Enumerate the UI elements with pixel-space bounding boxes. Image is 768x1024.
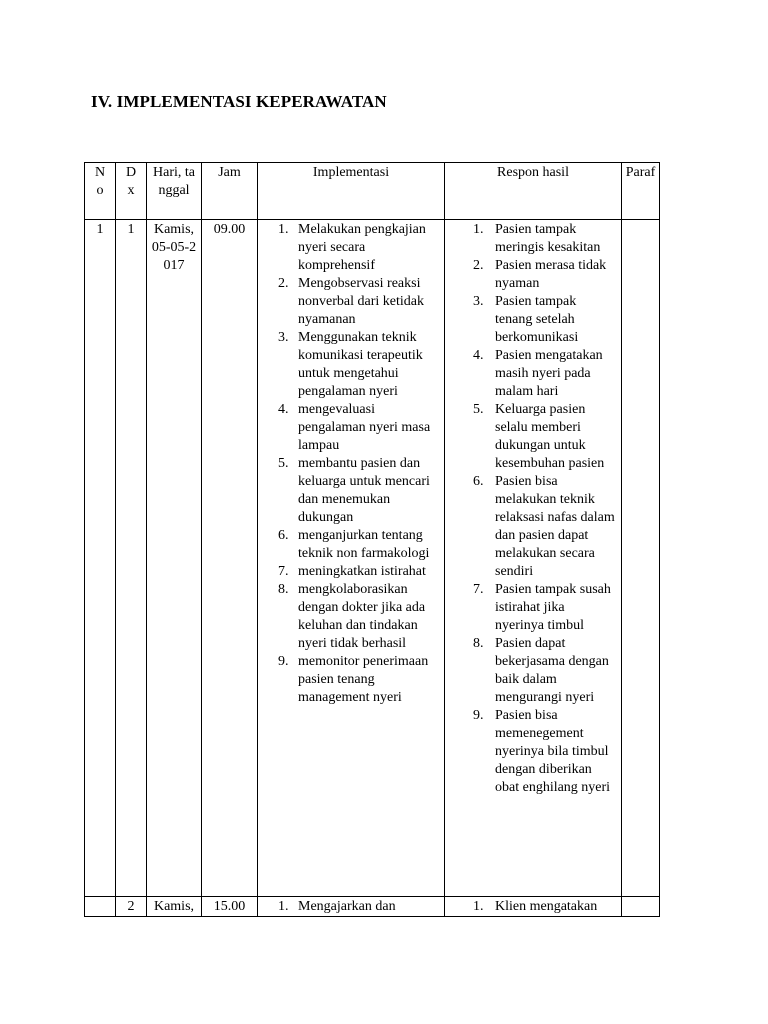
list-item-text: Keluarga pasien selalu memberi dukungan untuk kesembuhan pasien	[495, 402, 605, 471]
table-header-row	[85, 163, 660, 220]
list-item-text: Pasien mengatakan masih nyeri pada malam hari	[495, 348, 603, 399]
list-item	[445, 707, 621, 797]
cell-paraf	[622, 220, 660, 897]
table-row	[85, 220, 660, 897]
list-item-number: 1.	[473, 899, 484, 914]
list-item	[258, 653, 444, 707]
list-item-number: 9.	[278, 654, 289, 669]
header-implementasi: Implementasi	[258, 163, 445, 220]
list-item-text: Melakukan pengkajian nyeri secara komprehensif	[298, 222, 426, 273]
list-item-number: 3.	[278, 330, 289, 345]
list-item	[258, 455, 444, 527]
list-item	[445, 473, 621, 581]
list-item-number: 6.	[473, 474, 484, 489]
list-item-text: Mengajarkan dan	[298, 899, 396, 914]
list-item-number: 4.	[473, 348, 484, 363]
list-item-number: 8.	[473, 636, 484, 651]
header-no	[85, 163, 116, 220]
cell-no: 1	[85, 220, 116, 897]
list-item	[445, 635, 621, 707]
list-item	[258, 898, 444, 916]
header-hari-label: Hari, tanggal	[153, 165, 195, 198]
implementation-table	[84, 162, 660, 917]
list-item-number: 8.	[278, 582, 289, 597]
list-item-text: Mengobservasi reaksi nonverbal dari ketidak nyamanan	[298, 276, 424, 327]
list-item	[445, 293, 621, 347]
cell-respon-hasil	[445, 220, 622, 897]
list-item-text: menganjurkan tentang teknik non farmakologi	[298, 528, 430, 561]
cell-implementasi	[258, 220, 445, 897]
list-item-number: 1.	[473, 222, 484, 237]
list-item-text: meningkatkan istirahat	[298, 564, 426, 579]
list-item	[445, 347, 621, 401]
implementasi-list	[258, 220, 444, 707]
list-item	[445, 581, 621, 635]
list-item-number: 2.	[278, 276, 289, 291]
list-item-number: 1.	[278, 899, 289, 914]
list-item	[258, 563, 444, 581]
list-item	[258, 401, 444, 455]
cell-dx: 2	[116, 897, 147, 917]
list-item-text: Pasien tampak meringis kesakitan	[495, 222, 601, 255]
list-item-number: 5.	[278, 456, 289, 471]
list-item-text: mengkolaborasikan dengan dokter jika ada keluhan dan tindakan nyeri tidak berhasil	[298, 582, 426, 651]
list-item-number: 4.	[278, 402, 289, 417]
header-respon-hasil: Respon hasil	[445, 163, 622, 220]
list-item-number: 6.	[278, 528, 289, 543]
list-item-number: 1.	[278, 222, 289, 237]
list-item-number: 3.	[473, 294, 484, 309]
header-no-label: No	[94, 165, 106, 198]
list-item-text: Menggunakan teknik komunikasi terapeutik untuk mengetahui pengalaman nyeri	[298, 330, 423, 399]
header-dx	[116, 163, 147, 220]
list-item-number: 2.	[473, 258, 484, 273]
header-paraf-label: Paraf	[625, 165, 656, 180]
list-item	[445, 221, 621, 257]
list-item	[445, 401, 621, 473]
cell-no	[85, 897, 116, 917]
list-item-text: Pasien tampak tenang setelah berkomunikasi	[495, 294, 579, 345]
table-row	[85, 897, 660, 917]
list-item	[258, 581, 444, 653]
cell-paraf	[622, 897, 660, 917]
cell-hari: Kamis,	[147, 897, 202, 917]
cell-respon-hasil	[445, 897, 622, 917]
respon-hasil-list	[445, 220, 621, 797]
list-item	[258, 527, 444, 563]
header-dx-label: Dx	[125, 165, 137, 198]
list-item-number: 5.	[473, 402, 484, 417]
list-item	[258, 221, 444, 275]
header-paraf	[622, 163, 660, 220]
list-item	[445, 257, 621, 293]
list-item-text: mengevaluasi pengalaman nyeri masa lampau	[298, 402, 431, 453]
list-item	[445, 898, 621, 916]
list-item-text: Pasien tampak susah istirahat jika nyerinya timbul	[495, 582, 611, 633]
list-item	[258, 275, 444, 329]
list-item-text: Pasien dapat bekerjasama dengan baik dalam mengurangi nyeri	[495, 636, 609, 705]
list-item-text: Pasien bisa memenegement nyerinya bila timbul dengan diberikan obat enghilang nyeri	[495, 708, 611, 795]
cell-implementasi	[258, 897, 445, 917]
list-item-number: 7.	[278, 564, 289, 579]
list-item-text: membantu pasien dan keluarga untuk mencari dan menemukan dukungan	[298, 456, 430, 525]
list-item-text: Klien mengatakan	[495, 899, 598, 914]
list-item-text: Pasien bisa melakukan teknik relaksasi nafas dalam dan pasien dapat melakukan secara sendiri	[495, 474, 615, 579]
list-item-number: 9.	[473, 708, 484, 723]
cell-dx: 1	[116, 220, 147, 897]
list-item	[258, 329, 444, 401]
implementasi-list	[258, 897, 444, 916]
header-hari	[147, 163, 202, 220]
list-item-text: memonitor penerimaan pasien tenang management nyeri	[298, 654, 429, 705]
respon-hasil-list	[445, 897, 621, 916]
page-heading: IV. IMPLEMENTASI KEPERAWATAN	[91, 92, 387, 111]
header-jam: Jam	[202, 163, 258, 220]
cell-jam: 09.00	[202, 220, 258, 897]
cell-jam: 15.00	[202, 897, 258, 917]
cell-hari-text: Kamis, 05-05-2017	[151, 222, 197, 273]
list-item-text: Pasien merasa tidak nyaman	[495, 258, 607, 291]
cell-hari	[147, 220, 202, 897]
list-item-number: 7.	[473, 582, 484, 597]
